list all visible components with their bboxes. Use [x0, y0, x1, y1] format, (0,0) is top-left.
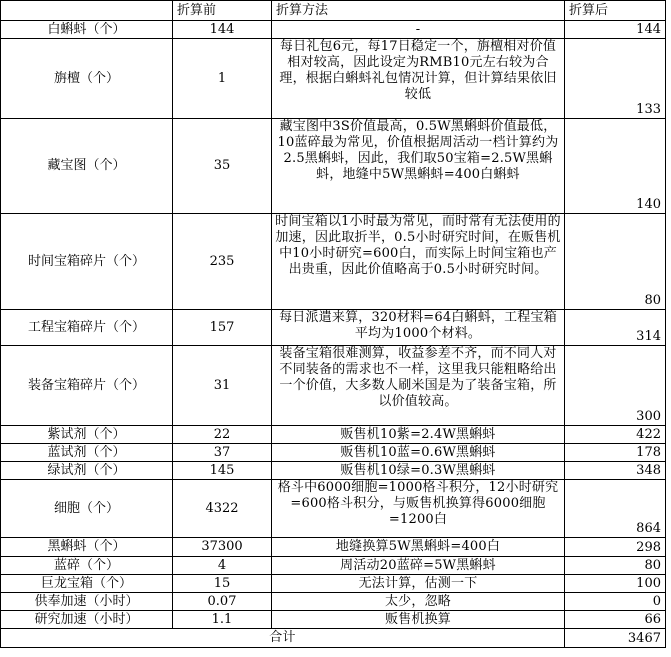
before-cell[interactable]: 235: [173, 214, 272, 310]
method-cell[interactable]: 时间宝箱以1小时最为常见，而时常有无法使用的加速，因此取折半，0.5小时研究时间，在贩售机中10小时研究=600白，而实际上时间宝箱也产出贵重，因此价值略高于0.5小时研究时间。: [272, 214, 565, 310]
after-cell[interactable]: 144: [565, 21, 666, 39]
before-cell[interactable]: 35: [173, 119, 272, 214]
item-cell[interactable]: 黑蝌蚪（个）: [1, 538, 173, 557]
after-cell[interactable]: 100: [565, 575, 666, 593]
header-after[interactable]: 折算后: [565, 1, 666, 21]
item-cell[interactable]: 紫试剂（个）: [1, 426, 173, 444]
method-cell[interactable]: 太少，忽略: [272, 593, 565, 611]
table-row: [1, 593, 666, 611]
item-cell[interactable]: 时间宝箱碎片（个）: [1, 214, 173, 310]
item-cell[interactable]: 细胞（个）: [1, 480, 173, 538]
total-label[interactable]: 合计: [1, 629, 565, 648]
before-cell[interactable]: 22: [173, 426, 272, 444]
after-cell[interactable]: 140: [565, 119, 666, 214]
table-row: [1, 310, 666, 346]
item-cell[interactable]: 白蝌蚪（个）: [1, 21, 173, 39]
item-cell[interactable]: 研究加速（小时）: [1, 611, 173, 629]
item-cell[interactable]: 装备宝箱碎片（个）: [1, 346, 173, 426]
method-cell[interactable]: 每日派遣来算，320材料=64白蝌蚪，工程宝箱平均为1000个材料。: [272, 310, 565, 346]
after-cell[interactable]: 348: [565, 462, 666, 480]
method-cell[interactable]: 贩售机10蓝=0.6W黑蝌蚪: [272, 444, 565, 462]
after-cell[interactable]: 133: [565, 39, 666, 119]
after-cell[interactable]: 864: [565, 480, 666, 538]
table-row: [1, 21, 666, 39]
method-cell[interactable]: -: [272, 21, 565, 39]
method-cell[interactable]: 无法计算，估测一下: [272, 575, 565, 593]
table-row: [1, 462, 666, 480]
item-cell[interactable]: 绿试剂（个）: [1, 462, 173, 480]
after-cell[interactable]: 80: [565, 214, 666, 310]
method-cell[interactable]: 周活动20蓝碎=5W黑蝌蚪: [272, 557, 565, 575]
item-cell[interactable]: 供奉加速（小时）: [1, 593, 173, 611]
method-cell[interactable]: 贩售机10绿=0.3W黑蝌蚪: [272, 462, 565, 480]
method-cell[interactable]: 每日礼包6元，每17日稳定一个，旃檀相对价值相对较高，因此设定为RMB10元左右较为合理，根据白蝌蚪礼包情况计算，但计算结果依旧较低: [272, 39, 565, 119]
item-cell[interactable]: 蓝碎（个）: [1, 557, 173, 575]
method-cell[interactable]: 藏宝图中3S价值最高，0.5W黑蝌蚪价值最低，10蓝碎最为常见，价值根据周活动一档计算约为2.5黑蝌蚪，因此，我们取50宝箱=2.5W黑蝌蚪，地缝中5W黑蝌蚪=400白蝌蚪: [272, 119, 565, 214]
before-cell[interactable]: 145: [173, 462, 272, 480]
table-row: [1, 119, 666, 214]
table-row: [1, 346, 666, 426]
method-cell[interactable]: 贩售机换算: [272, 611, 565, 629]
before-cell[interactable]: 15: [173, 575, 272, 593]
before-cell[interactable]: 1: [173, 39, 272, 119]
item-cell[interactable]: 工程宝箱碎片（个）: [1, 310, 173, 346]
header-method[interactable]: 折算方法: [272, 1, 565, 21]
header-item[interactable]: [1, 1, 173, 21]
after-cell[interactable]: 422: [565, 426, 666, 444]
table-row: [1, 480, 666, 538]
after-cell[interactable]: 66: [565, 611, 666, 629]
total-value[interactable]: 3467: [565, 629, 666, 648]
after-cell[interactable]: 300: [565, 346, 666, 426]
item-cell[interactable]: 蓝试剂（个）: [1, 444, 173, 462]
method-cell[interactable]: 装备宝箱很难测算，收益参差不齐，而不同人对不同装备的需求也不一样，这里我只能粗略给出一个价值，大多数人刷米国是为了装备宝箱，所以价值较高。: [272, 346, 565, 426]
table-row: [1, 575, 666, 593]
item-cell[interactable]: 藏宝图（个）: [1, 119, 173, 214]
after-cell[interactable]: 298: [565, 538, 666, 557]
header-row: [1, 1, 666, 21]
table-row: [1, 214, 666, 310]
item-cell[interactable]: 巨龙宝箱（个）: [1, 575, 173, 593]
table-row: [1, 426, 666, 444]
before-cell[interactable]: 4: [173, 557, 272, 575]
before-cell[interactable]: 4322: [173, 480, 272, 538]
table-row: [1, 557, 666, 575]
before-cell[interactable]: 31: [173, 346, 272, 426]
before-cell[interactable]: 37: [173, 444, 272, 462]
before-cell[interactable]: 157: [173, 310, 272, 346]
item-cell[interactable]: 旃檀（个）: [1, 39, 173, 119]
method-cell[interactable]: 贩售机10紫=2.4W黑蝌蚪: [272, 426, 565, 444]
before-cell[interactable]: 0.07: [173, 593, 272, 611]
table-row: [1, 611, 666, 629]
before-cell[interactable]: 1.1: [173, 611, 272, 629]
table-row: [1, 444, 666, 462]
after-cell[interactable]: 80: [565, 557, 666, 575]
table-row: [1, 538, 666, 557]
table-row: [1, 39, 666, 119]
after-cell[interactable]: 178: [565, 444, 666, 462]
method-cell[interactable]: 格斗中6000细胞=1000格斗积分，12小时研究=600格斗积分，与贩售机换算得6000细胞=1200白: [272, 480, 565, 538]
method-cell[interactable]: 地缝换算5W黑蝌蚪=400白: [272, 538, 565, 557]
header-before[interactable]: 折算前: [173, 1, 272, 21]
total-row: [1, 629, 666, 648]
after-cell[interactable]: 314: [565, 310, 666, 346]
before-cell[interactable]: 37300: [173, 538, 272, 557]
before-cell[interactable]: 144: [173, 21, 272, 39]
after-cell[interactable]: 0: [565, 593, 666, 611]
